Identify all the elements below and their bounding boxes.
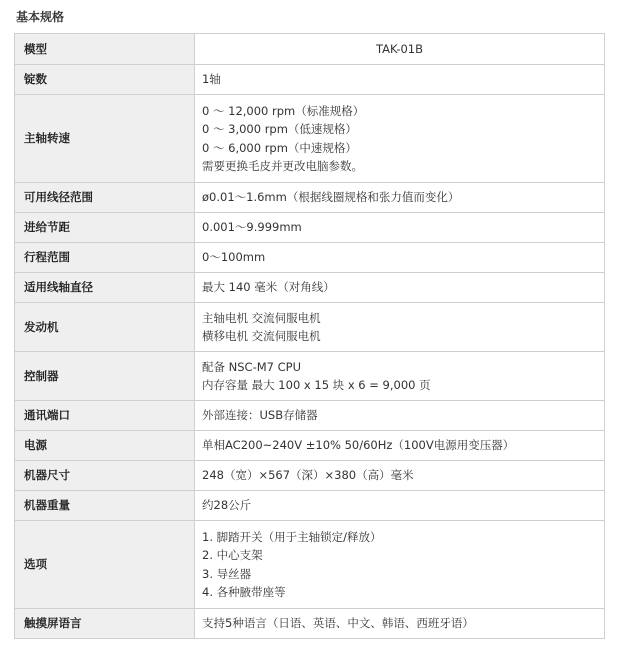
- table-row: [15, 352, 605, 401]
- row-label-controller: 控制器: [15, 352, 195, 401]
- row-label-feed-pitch: 进给节距: [15, 213, 195, 243]
- spec-table: [14, 33, 605, 639]
- row-label-options: 选项: [15, 521, 195, 609]
- row-value-comm-port: [195, 401, 605, 431]
- row-label-stroke: 行程范围: [15, 243, 195, 273]
- row-label-bobbin-diameter: 适用线轴直径: [15, 273, 195, 303]
- value-line: 4. 各种腋带座等: [202, 585, 286, 599]
- row-value-power: [195, 431, 605, 461]
- row-value-feed-pitch: [195, 213, 605, 243]
- row-value-motor: [195, 303, 605, 352]
- row-value-weight: [195, 491, 605, 521]
- value-line: 1. 脚踏开关（用于主轴锁定/释放）: [202, 529, 382, 544]
- row-label-wire-range: 可用线径范围: [15, 183, 195, 213]
- table-row: [15, 521, 605, 609]
- row-value-bobbin-diameter: [195, 273, 605, 303]
- row-value-controller: [195, 352, 605, 401]
- table-row: [15, 461, 605, 491]
- value-line: 0～100mm: [202, 250, 266, 265]
- row-label-dimensions: 机器尺寸: [15, 461, 195, 491]
- table-row: [15, 183, 605, 213]
- row-value-spindles: [195, 65, 605, 95]
- value-line: 最大 140 毫米（对角线）: [202, 280, 335, 295]
- value-line: 内存容量 最大 100 x 15 块 x 6 = 9,000 页: [202, 378, 431, 392]
- value-line: 主轴电机 交流伺服电机: [202, 310, 321, 325]
- table-row: [15, 491, 605, 521]
- value-line: 支持5种语言（日语、英语、中文、韩语、西班牙语）: [202, 616, 474, 631]
- value-line: 配备 NSC-M7 CPU: [202, 359, 302, 374]
- value-line: 单相AC200~240V ±10% 50/60Hz（100V电源用变压器）: [202, 438, 515, 453]
- table-row: [15, 273, 605, 303]
- row-label-power: 电源: [15, 431, 195, 461]
- value-line: 约28公斤: [202, 498, 252, 513]
- value-line: 横移电机 交流伺服电机: [202, 329, 321, 343]
- section-title: 基本规格: [16, 10, 65, 24]
- row-label-comm-port: 通讯端口: [15, 401, 195, 431]
- value-line: 0 ～ 6,000 rpm（中速规格）: [202, 140, 357, 155]
- row-value-model: [195, 34, 605, 65]
- row-value-dimensions: [195, 461, 605, 491]
- value-line: ø0.01～1.6mm（根据线圈规格和张力值而变化）: [202, 190, 460, 205]
- row-label-weight: 机器重量: [15, 491, 195, 521]
- value-line: 3. 导丝器: [202, 566, 252, 581]
- row-label-motor: 发动机: [15, 303, 195, 352]
- value-line: 0 ～ 12,000 rpm（标准规格）: [202, 103, 365, 118]
- row-value-wire-range: [195, 183, 605, 213]
- value-line: 248（宽）×567（深）×380（高）毫米: [202, 468, 414, 483]
- value-line: TAK-01B: [375, 41, 423, 56]
- row-label-spindle-speed: 主轴转速: [15, 95, 195, 183]
- table-row: [15, 34, 605, 65]
- table-row: [15, 303, 605, 352]
- table-row: [15, 65, 605, 95]
- value-line: 2. 中心支架: [202, 548, 263, 562]
- table-row: [15, 213, 605, 243]
- table-row: [15, 243, 605, 273]
- table-row: [15, 401, 605, 431]
- row-label-model: 模型: [15, 34, 195, 65]
- row-value-spindle-speed: [195, 95, 605, 183]
- value-line: 外部连接：USB存储器: [202, 408, 318, 423]
- value-line: 0 ～ 3,000 rpm（低速规格）: [202, 122, 357, 136]
- table-row: [15, 95, 605, 183]
- value-line: 0.001～9.999mm: [202, 220, 302, 235]
- table-row: [15, 431, 605, 461]
- row-label-spindles: 锭数: [15, 65, 195, 95]
- value-line: 需要更换毛皮并更改电脑参数。: [202, 159, 363, 173]
- value-line: 1轴: [202, 72, 221, 87]
- row-value-options: [195, 521, 605, 609]
- row-label-touchscreen-language: 触摸屏语言: [15, 609, 195, 639]
- table-row: [15, 609, 605, 639]
- row-value-touchscreen-language: [195, 609, 605, 639]
- row-value-stroke: [195, 243, 605, 273]
